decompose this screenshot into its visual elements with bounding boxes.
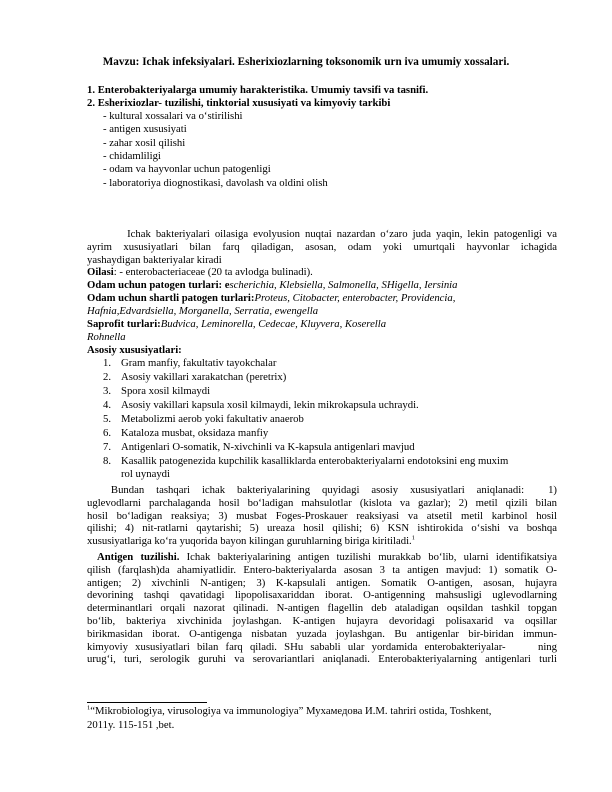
list-item: Antigenlari O-somatik, N-xivchinli va K-kapsula antigenlari mavjud: [121, 441, 415, 453]
list-item-cont: rol uynaydi: [121, 468, 170, 480]
list-number: 8.: [103, 455, 112, 467]
list-number: 7.: [103, 441, 112, 453]
list-number: 5.: [103, 413, 112, 425]
family-line: [87, 266, 313, 279]
outline-item: - kultural xossalari va o‘stirilishi: [103, 110, 243, 122]
antigen-line: antigen; 2) xivchinli N-antigen; 3) K-kapsulali antigen. Somatik O-antigen, asosan, hujayra: [87, 576, 557, 589]
list-item: Metabolizmi aerob yoki fakultativ anaerob: [121, 413, 304, 425]
antigen-label: Antigen tuzilishi.: [97, 551, 180, 563]
antigen-line: urug‘i, turi, serologik guruhi va serovariantlari aniqlanadi. Enterobakteriyalarning antigenlari turli: [87, 653, 557, 666]
saprophyte-line: [87, 318, 386, 331]
list-item: Kataloza musbat, oksidaza manfiy: [121, 427, 269, 439]
conditional-text-cont: Hafnia,Edvardsiella, Morganella, Serratia, ewengella: [87, 305, 319, 317]
footnote-reference: 1: [411, 534, 415, 542]
intro-line: ayrim xususiyatlari bilan farq qiladigan, asosan, odam yoki umurtqali hayvonlar ichagida: [87, 240, 557, 253]
antigen-first-text: Ichak bakteriyalarining antigen tuzilishi murakkab bo‘lib, ularni identifikatsiya: [179, 551, 557, 563]
para-line-text: xususiyatlariga ko‘ra yuqorida bayon kilingan guruhlarning biriga kiritiladi.: [87, 535, 412, 548]
conditional-text: Proteus, Citobacter, enterobacter, Providencia,: [254, 292, 456, 304]
para-line: [87, 535, 557, 548]
main-props-heading: Asosiy xususiyatlari:: [87, 344, 182, 356]
outline-item: - chidamliligi: [103, 150, 161, 162]
page-title: Mavzu: Ichak infeksiyalari. Esherixiozlarning toksonomik urn iva umumiy xossalari.: [102, 56, 510, 68]
antigen-line: determinantlari orqali nazorat qilinadi. N-antigen flagellin deb ataladigan oqsildan tashkil topgan: [87, 602, 557, 615]
pathogen-label: Odam uchun patogen turlari: e: [87, 279, 230, 291]
family-text: : - enterobacteriaceae (20 ta avlodga bulinadi).: [113, 266, 313, 278]
para-line: Bundan tashqari ichak bakteriyalarining quyidagi asosiy xususiyatlari aniqlanadi: 1): [87, 484, 557, 496]
outline-item: - laboratoriya diognostikasi, davolash va oldini olish: [103, 177, 328, 189]
para-line: hosil bo‘ladigan reaksiya; 3) musbat Foges-Proskauer reaksiyasi va atsetil metil karbinol hosil: [87, 509, 557, 522]
list-number: 6.: [103, 427, 112, 439]
pathogen-text: scherichia, Klebsiella, Salmonella, SHigella, Iersinia: [229, 279, 458, 291]
outline-item: - odam va hayvonlar uchun patogenligi: [103, 163, 271, 175]
intro-line: yashaydigan bakteriyalar kiradi: [87, 253, 222, 266]
list-number: 4.: [103, 399, 112, 411]
list-item: Gram manfiy, fakultativ tayokchalar: [121, 357, 277, 369]
para-line: qilishi; 4) nit-ratlarni qaytarishi; 5) ureaza hosil qilishi; 6) KSN ishtirokida o‘sishi va boshqa: [87, 522, 557, 535]
pathogen-line: [87, 279, 458, 292]
antigen-line: birikmasidan iborat. O-antigenga nisbatan yuzada joylashgan. Bu antigenlar bir-biridan immun-: [87, 627, 557, 640]
para-line: uglevodlarni parchalaganda hosil bo‘ladigan mahsulotlar (kislota va gazlar); 2) metil qizili bilan: [87, 496, 557, 509]
intro-line: Ichak bakteriyalari oilasiga evolyusion nuqtai nazardan o‘zaro juda yaqin, lekin patogenligi va: [87, 228, 557, 240]
list-number: 1.: [103, 357, 112, 369]
list-number: 2.: [103, 371, 112, 383]
footnote-line-2: 2011y. 115-151 ,bet.: [87, 719, 175, 731]
antigen-line: devorining tashqi qavatidagi lipopolisaxariddan iborat. O-antigenning mahsusligi uglevodlarning: [87, 589, 557, 602]
footnote-number: 1: [87, 704, 91, 712]
antigen-paragraph: [87, 551, 557, 666]
antigen-line: qilish (farqlash)da ahamiyatlidir. Entero-bakteriyalarda asosan 3 ta antigen mavjud: 1) somatik O-: [87, 563, 557, 576]
outline-item: - antigen xususiyati: [103, 123, 187, 135]
saprophyte-label: Saprofit turlari:: [87, 318, 161, 330]
outline-heading-1: 1. Enterobakteriyalarga umumiy harakteristika. Umumiy tavsifi va tasnifi.: [87, 84, 429, 96]
conditional-line: [87, 292, 455, 305]
list-item: Kasallik patogenezida kupchilik kasalliklarda enterobakteriyalarni endotoksini eng muxim: [121, 455, 509, 467]
antigen-first-line: [87, 551, 557, 564]
intro-paragraph: [87, 228, 557, 266]
conditional-label: Odam uchun shartli patogen turlari:: [87, 292, 255, 304]
outline-heading-2: 2. Esherixiozlar- tuzilishi, tinktorial xususiyati va kimyoviy tarkibi: [87, 97, 391, 109]
list-item: Asosiy vakillari kapsula xosil kilmaydi, lekin mikrokapsula uchraydi.: [121, 399, 419, 411]
outline-item: - zahar xosil qilishi: [103, 137, 186, 149]
saprophyte-text-cont: Rohnella: [87, 331, 126, 343]
family-label: Oilasi: [87, 266, 114, 278]
saprophyte-text: Budvica, Leminorella, Cedecae, Kluyvera, Koserella: [160, 318, 387, 330]
footnote-separator: [87, 702, 207, 703]
list-number: 3.: [103, 385, 112, 397]
list-item: Spora xosil kilmaydi: [121, 385, 211, 397]
footnote-line: [87, 705, 491, 718]
footnote-text: “Mikrobiologiya, virusologiya va immunologiya” Мухамедова И.М. tahriri ostida, Toshkent,: [90, 705, 492, 717]
antigen-line: bo‘lib, bakteriya xivchinida joylashgan. K-antigen hujayra devoridagi polisaxarid va oqsillar: [87, 614, 557, 627]
antigen-line: kimyoviy xususiyatlari bilan farq qiladi. SHu sababli ular yordamida enterobakteriyalar- ning: [87, 640, 557, 653]
list-item: Asosiy vakillari xarakatchan (peretrix): [121, 371, 287, 383]
features-paragraph: [87, 484, 557, 548]
